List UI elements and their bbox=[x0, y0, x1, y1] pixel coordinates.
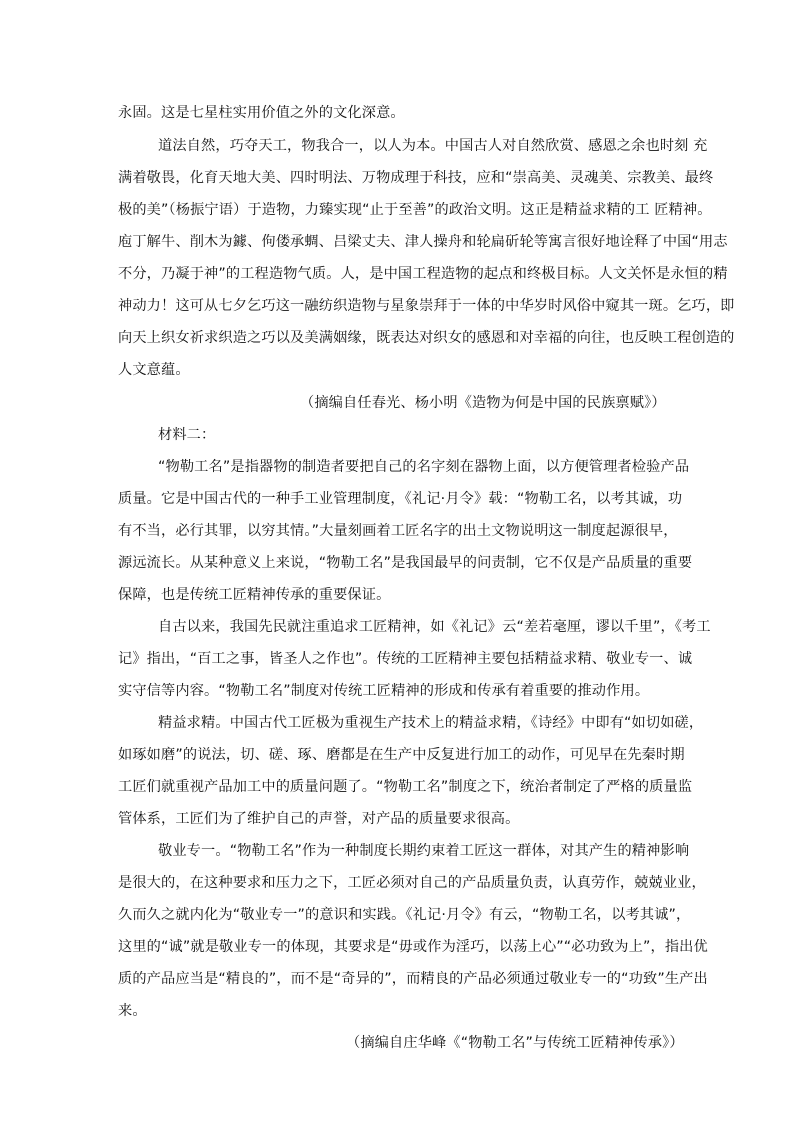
text-line: 保障，也是传统工匠精神传承的重要保证。 bbox=[118, 587, 391, 603]
source-citation: （摘编自庄华峰《“物勒工名”与传统工匠精神传承》） bbox=[346, 1035, 684, 1051]
text-line: 实守信等内容。“物勒工名”制度对传统工匠精神的形成和传承有着重要的推动作用。 bbox=[118, 683, 650, 699]
text-line: 记》指出，“百工之事，皆圣人之作也”。传统的工匠精神主要包括精益求精、敬业专一、诚 bbox=[118, 651, 693, 667]
text-line: 向天上织女祈求织造之巧以及美满姻缘，既表达对织女的感恩和对幸福的向往，也反映工程创造的 bbox=[118, 330, 735, 346]
text-line: 如琢如磨”的说法，切、磋、琢、磨都是在生产中反复进行加工的动作，可见早在先秦时期 bbox=[118, 747, 685, 763]
text-line: 是很大的，在这种要求和压力之下，工匠必须对自己的产品质量负责，认真劳作，兢兢业业， bbox=[118, 875, 706, 891]
paragraph-first-line: 敬业专一。“物勒工名”作为一种制度长期约束着工匠这一群体，对其产生的精神影响 bbox=[158, 843, 690, 859]
text-line: 神动力！这可从七夕乞巧这一融纺织造物与星象崇拜于一体的中华岁时风俗中窥其一斑。乞巧，即 bbox=[118, 298, 735, 314]
text-line: 永固。这是七星柱实用价值之外的文化深意。 bbox=[118, 105, 405, 121]
text-line: 人文意蕴。 bbox=[118, 362, 190, 378]
text-line: 有不当，必行其罪，以穷其情。”大量刻画着工匠名字的出土文物说明这一制度起源很早， bbox=[118, 523, 678, 539]
text-line: 久而久之就内化为“敬业专一”的意识和实践。《礼记·月令》有云，“物勒工名，以考其诚”， bbox=[118, 907, 691, 923]
source-citation: （摘编自任春光、杨小明《造物为何是中国的民族禀赋》） bbox=[300, 395, 666, 411]
text-line: 工匠们就重视产品加工中的质量问题了。“物勒工名”制度之下，统治者制定了严格的质量监 bbox=[118, 779, 693, 795]
paragraph-first-line: 自古以来，我国先民就注重追求工匠精神，如《礼记》云“差若毫厘，谬以千里”，《考工 bbox=[158, 619, 711, 635]
paragraph-first-line: 道法自然，巧夺天工，物我合一，以人为本。中国古人对自然欣赏、感恩之余也时刻 充 bbox=[158, 138, 708, 154]
text-line: 满着敬畏，化育天地大美、四时明法、万物成理于科技，应和“崇高美、灵魂美、宗教美、最终 bbox=[118, 170, 714, 186]
text-line: 极的美”（杨振宁语）于造物，力臻实现“止于至善”的政治文明。这正是精益求精的工 匠精神。 bbox=[118, 202, 712, 218]
paragraph-first-line: “物勒工名”是指器物的制造者要把自己的名字刻在器物上面，以方便管理者检验产品 bbox=[158, 459, 690, 475]
section-heading: 材料二： bbox=[158, 427, 216, 443]
text-line: 庖丁解牛、削木为鐻、佝偻承蜩、吕梁丈夫、津人操舟和轮扁斫轮等寓言很好地诠释了中国“用志 bbox=[118, 234, 728, 250]
text-line: 不分，乃凝于神”的工程造物气质。人，是中国工程造物的起点和终极目标。人文关怀是永恒的精 bbox=[118, 266, 728, 282]
text-line: 这里的“诚”就是敬业专一的体现，其要求是“毋或作为淫巧，以荡上心”“必功致为上”，指出优 bbox=[118, 939, 708, 955]
text-line: 源远流长。从某种意义上来说，“物勒工名”是我国最早的问责制，它不仅是产品质量的重要 bbox=[118, 555, 693, 571]
text-line: 质量。它是中国古代的一种手工业管理制度，《礼记·月令》载：“物勒工名，以考其诚，功 bbox=[118, 491, 683, 507]
paragraph-first-line: 精益求精。中国古代工匠极为重视生产技术上的精益求精，《诗经》中即有“如切如磋， bbox=[158, 715, 704, 731]
text-line: 管体系，工匠们为了维护自己的声誉，对产品的质量要求很高。 bbox=[118, 811, 520, 827]
text-line: 质的产品应当是“精良的”，而不是“奇异的”，而精良的产品必须通过敬业专一的“功致”生产出 bbox=[118, 971, 708, 987]
text-line: 来。 bbox=[118, 1003, 147, 1019]
